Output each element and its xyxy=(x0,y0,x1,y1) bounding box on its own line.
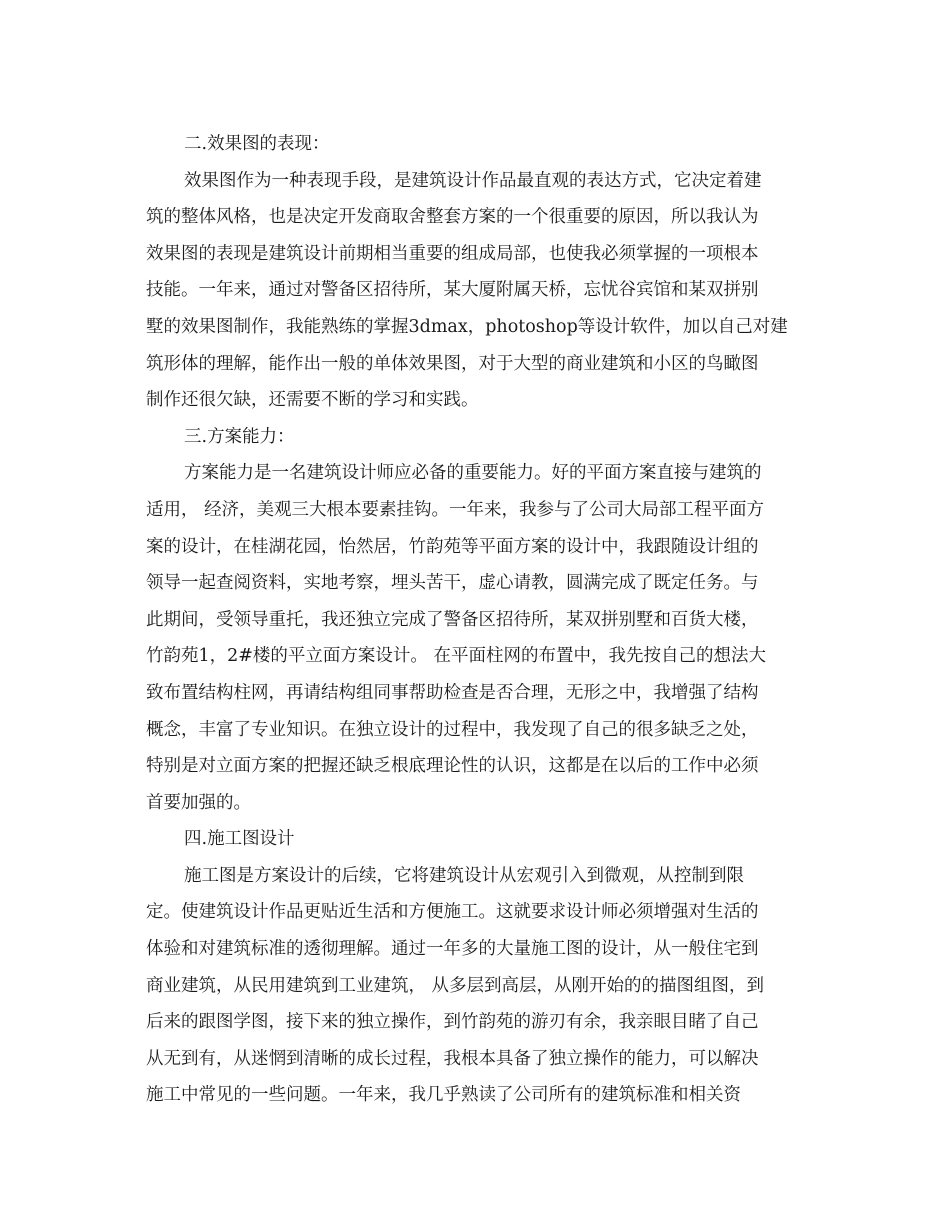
paragraph-line: 适用， 经济，美观三大根本要素挂钩。一年来，我参与了公司大局部工程平面方 xyxy=(146,499,765,520)
paragraph-line: 效果图的表现是建筑设计前期相当重要的组成局部，也使我必须掌握的一项根本 xyxy=(146,243,759,264)
paragraph-line: 商业建筑，从民用建筑到工业建筑， 从多层到高层，从刚开始的的描图组图，到 xyxy=(146,975,765,996)
section-heading-construction-drawings: 四.施工图设计 xyxy=(184,829,295,850)
paragraph-line: 技能。一年来，通过对警备区招待所，某大厦附属天桥，忘忧谷宾馆和某双拼别 xyxy=(146,280,759,301)
section-paragraph-scheme-ability xyxy=(146,455,806,821)
section-heading-renderings: 二.效果图的表现： xyxy=(184,134,330,154)
paragraph-line: 此期间，受领导重托，我还独立完成了警备区招待所，某双拼别墅和百货大楼， xyxy=(146,609,759,630)
paragraph-line: 施工中常见的一些问题。一年来，我几乎熟读了公司所有的建筑标准和相关资 xyxy=(146,1085,741,1106)
section-paragraph-construction-drawings xyxy=(146,858,806,1114)
paragraph-line: 概念，丰富了专业知识。在独立设计的过程中，我发现了自己的很多缺乏之处， xyxy=(146,719,759,740)
paragraph-line: 施工图是方案设计的后续，它将建筑设计从宏观引入到微观，从控制到限 xyxy=(184,865,744,886)
paragraph-line: 体验和对建筑标准的透彻理解。通过一年多的大量施工图的设计，从一般住宅到 xyxy=(146,939,759,960)
section-heading-scheme-ability: 三.方案能力： xyxy=(184,426,295,447)
paragraph-line: 墅的效果图制作，我能熟练的掌握3dmax，photoshop等设计软件，加以自己对建 xyxy=(146,316,788,337)
paragraph-line: 案的设计，在桂湖花园，怡然居，竹韵苑等平面方案的设计中，我跟随设计组的 xyxy=(146,536,759,557)
paragraph-line: 致布置结构柱网，再请结构组同事帮助检查是否合理，无形之中，我增强了结构 xyxy=(146,682,759,703)
paragraph-line: 特别是对立面方案的把握还缺乏根底理论性的认识，这都是在以后的工作中必须 xyxy=(146,756,759,777)
paragraph-line: 方案能力是一名建筑设计师应必备的重要能力。好的平面方案直接与建筑的 xyxy=(184,463,762,484)
section-paragraph-renderings xyxy=(146,163,806,419)
paragraph-line: 后来的跟图学图，接下来的独立操作，到竹韵苑的游刃有余，我亲眼目睹了自己 xyxy=(146,1012,759,1033)
paragraph-line: 领导一起查阅资料，实地考察，埋头苦干，虚心请教，圆满完成了既定任务。与 xyxy=(146,573,759,594)
paragraph-line: 效果图作为一种表现手段，是建筑设计作品最直观的表达方式，它决定着建 xyxy=(184,170,762,191)
paragraph-line: 定。使建筑设计作品更贴近生活和方便施工。这就要求设计师必须增强对生活的 xyxy=(146,902,759,923)
paragraph-line: 从无到有，从迷惘到清晰的成长过程，我根本具备了独立操作的能力，可以解决 xyxy=(146,1048,759,1069)
paragraph-line: 竹韵苑1，2#楼的平立面方案设计。 在平面柱网的布置中，我先按自己的想法大 xyxy=(146,646,766,667)
document-body xyxy=(146,126,806,1114)
paragraph-line: 首要加强的。 xyxy=(146,792,251,813)
paragraph-line: 筑形体的理解，能作出一般的单体效果图，对于大型的商业建筑和小区的鸟瞰图 xyxy=(146,353,759,374)
paragraph-line: 制作还很欠缺，还需要不断的学习和实践。 xyxy=(146,390,479,411)
paragraph-line: 筑的整体风格，也是决定开发商取舍整套方案的一个很重要的原因，所以我认为 xyxy=(146,207,759,228)
